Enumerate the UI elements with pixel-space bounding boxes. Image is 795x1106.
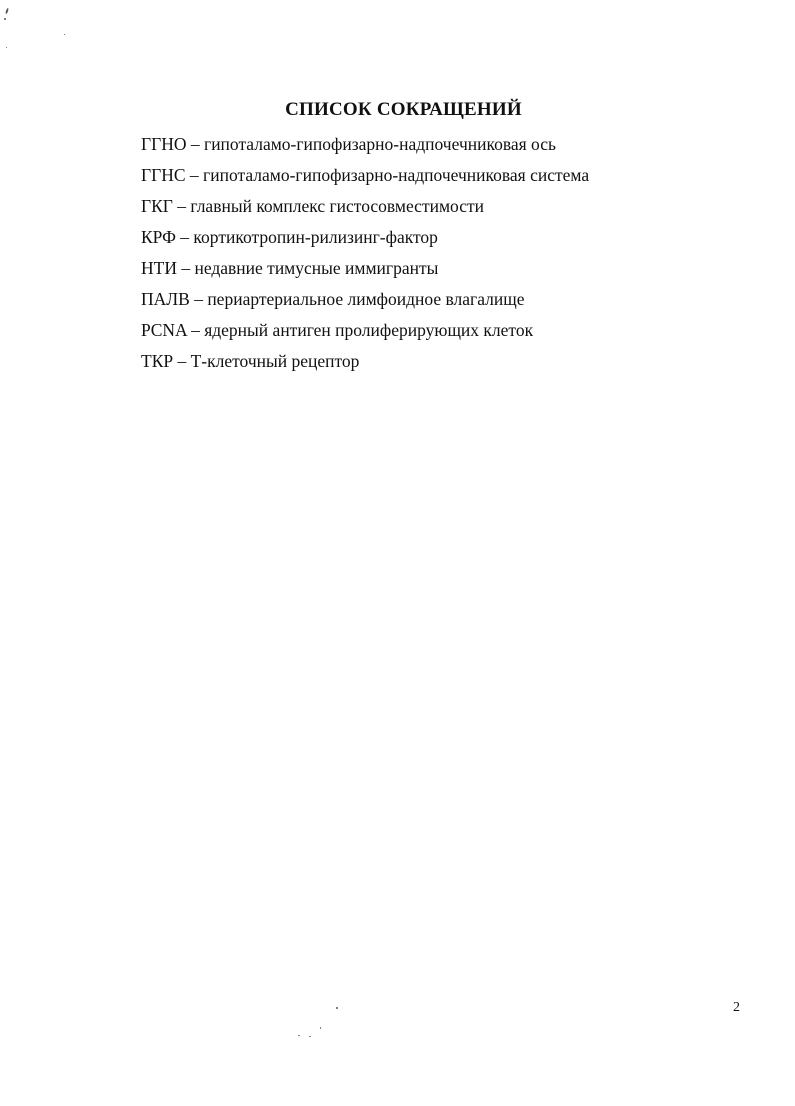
abbreviation-entry: PCNA – ядерный антиген пролиферирующих клеток xyxy=(141,320,534,340)
abbreviation-entry: КРФ – кортикотропин-рилизинг-фактор xyxy=(141,227,438,247)
abbreviation-entry: ПАЛВ – периартериальное лимфоидное влагалище xyxy=(141,289,525,309)
scan-speck xyxy=(320,1027,321,1029)
abbreviation-entry: ГГНС – гипоталамо-гипофизарно-надпочечниковая система xyxy=(141,165,590,185)
scan-speck xyxy=(64,34,65,35)
scan-speck xyxy=(4,18,6,20)
abbreviation-entry: НТИ – недавние тимусные иммигранты xyxy=(141,258,439,278)
scan-speck xyxy=(298,1035,300,1036)
page-number: 2 xyxy=(733,1000,740,1015)
abbreviation-entry: ГГНО – гипоталамо-гипофизарно-надпочечниковая ось xyxy=(141,134,556,154)
scan-speck xyxy=(336,1007,338,1009)
scan-speck xyxy=(309,1036,311,1037)
abbreviation-entry: ГКГ – главный комплекс гистосовместимости xyxy=(141,196,484,216)
abbreviation-list xyxy=(141,133,589,381)
abbreviation-entry: ТКР – Т-клеточный рецептор xyxy=(141,351,360,371)
page-title: СПИСОК СОКРАЩЕНИЙ xyxy=(285,99,522,120)
scan-speck xyxy=(5,8,9,14)
scan-speck xyxy=(6,47,7,48)
